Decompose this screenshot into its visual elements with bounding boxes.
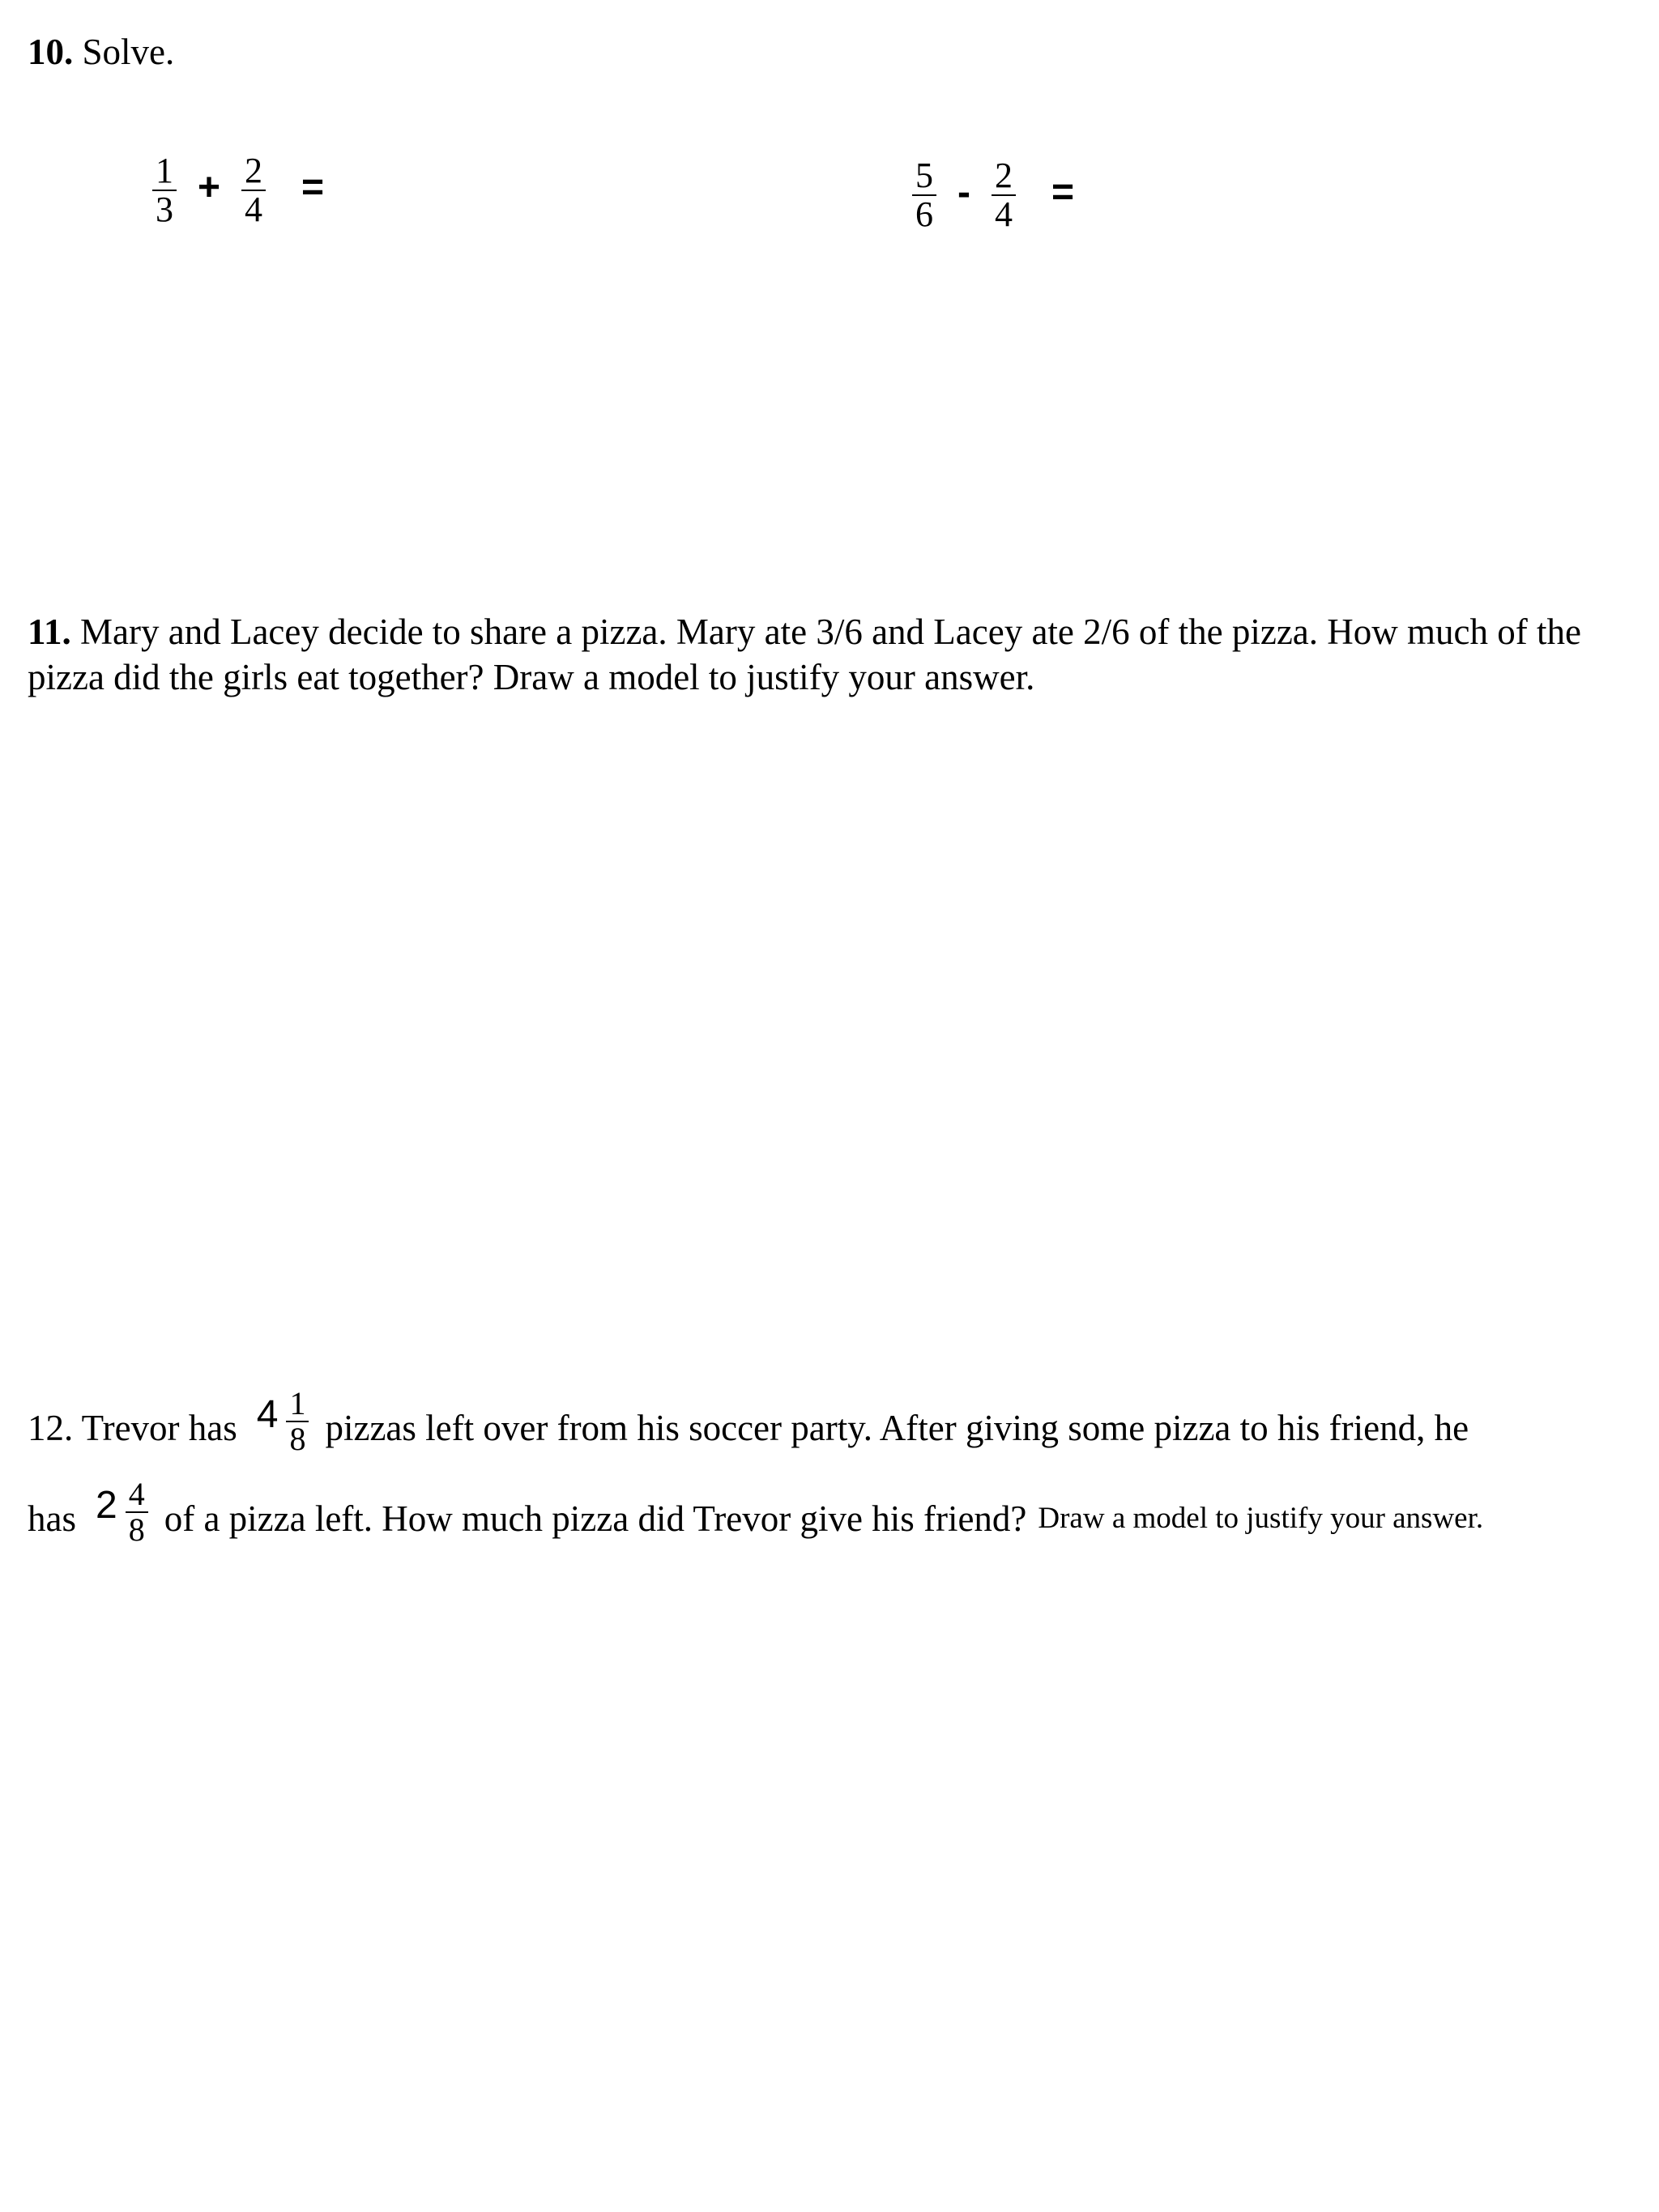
fraction-two-fourths (241, 152, 266, 228)
question-11 (28, 609, 1607, 700)
question-10-number: 10. (28, 32, 74, 72)
fraction-denominator: 4 (994, 194, 1013, 234)
question-11-number: 11. (28, 612, 71, 652)
fraction-numerator: 4 (126, 1477, 148, 1513)
fraction-five-sixths (912, 157, 936, 233)
subtraction-expression (912, 151, 1095, 240)
mixed-number-fraction (286, 1387, 309, 1456)
question-12-line-2-prefix: has (28, 1498, 76, 1539)
mixed-number-whole: 2 (96, 1484, 117, 1527)
fraction-numerator: 1 (286, 1387, 309, 1422)
fraction-denominator: 4 (245, 190, 263, 229)
equals-sign: = (1051, 170, 1075, 214)
question-12-line-1 (28, 1377, 1469, 1466)
mixed-number-whole: 4 (256, 1393, 279, 1436)
fraction-denominator: 3 (156, 190, 173, 229)
fraction-denominator: 8 (128, 1511, 145, 1548)
equals-sign: = (301, 165, 325, 209)
fraction-numerator: 2 (992, 157, 1016, 196)
fraction-numerator: 2 (241, 152, 266, 191)
question-11-text: Mary and Lacey decide to share a pizza. Mary ate 3/6 and Lacey ate 2/6 of the pizza. How much of the pizza did the girls eat together? Draw a model to justify your answer. (28, 612, 1581, 697)
question-10-heading (28, 29, 174, 75)
mixed-number-fraction (126, 1477, 148, 1547)
question-10-prompt: Solve. (82, 32, 175, 72)
question-12-prefix: 12. Trevor has (28, 1408, 237, 1448)
fraction-denominator: 8 (289, 1421, 306, 1457)
minus-sign: - (957, 170, 970, 214)
fraction-one-third (152, 152, 177, 228)
mixed-number-four-and-one-eighth (237, 1387, 309, 1456)
plus-sign: + (198, 165, 221, 209)
fraction-numerator: 5 (912, 157, 936, 196)
question-12-line-2-suffix: of a pizza left. How much pizza did Trevor give his friend? (164, 1498, 1027, 1539)
addition-expression (152, 146, 345, 235)
fraction-numerator: 1 (152, 152, 177, 191)
question-12-instruction: Draw a model to justify your answer. (1038, 1502, 1484, 1535)
mixed-number-two-and-four-eighths (76, 1477, 148, 1547)
question-12-line-2 (28, 1468, 1483, 1557)
fraction-two-fourths (992, 157, 1016, 233)
question-12-line-1-suffix: pizzas left over from his soccer party. After giving some pizza to his friend, he (325, 1408, 1469, 1448)
fraction-denominator: 6 (915, 194, 933, 234)
